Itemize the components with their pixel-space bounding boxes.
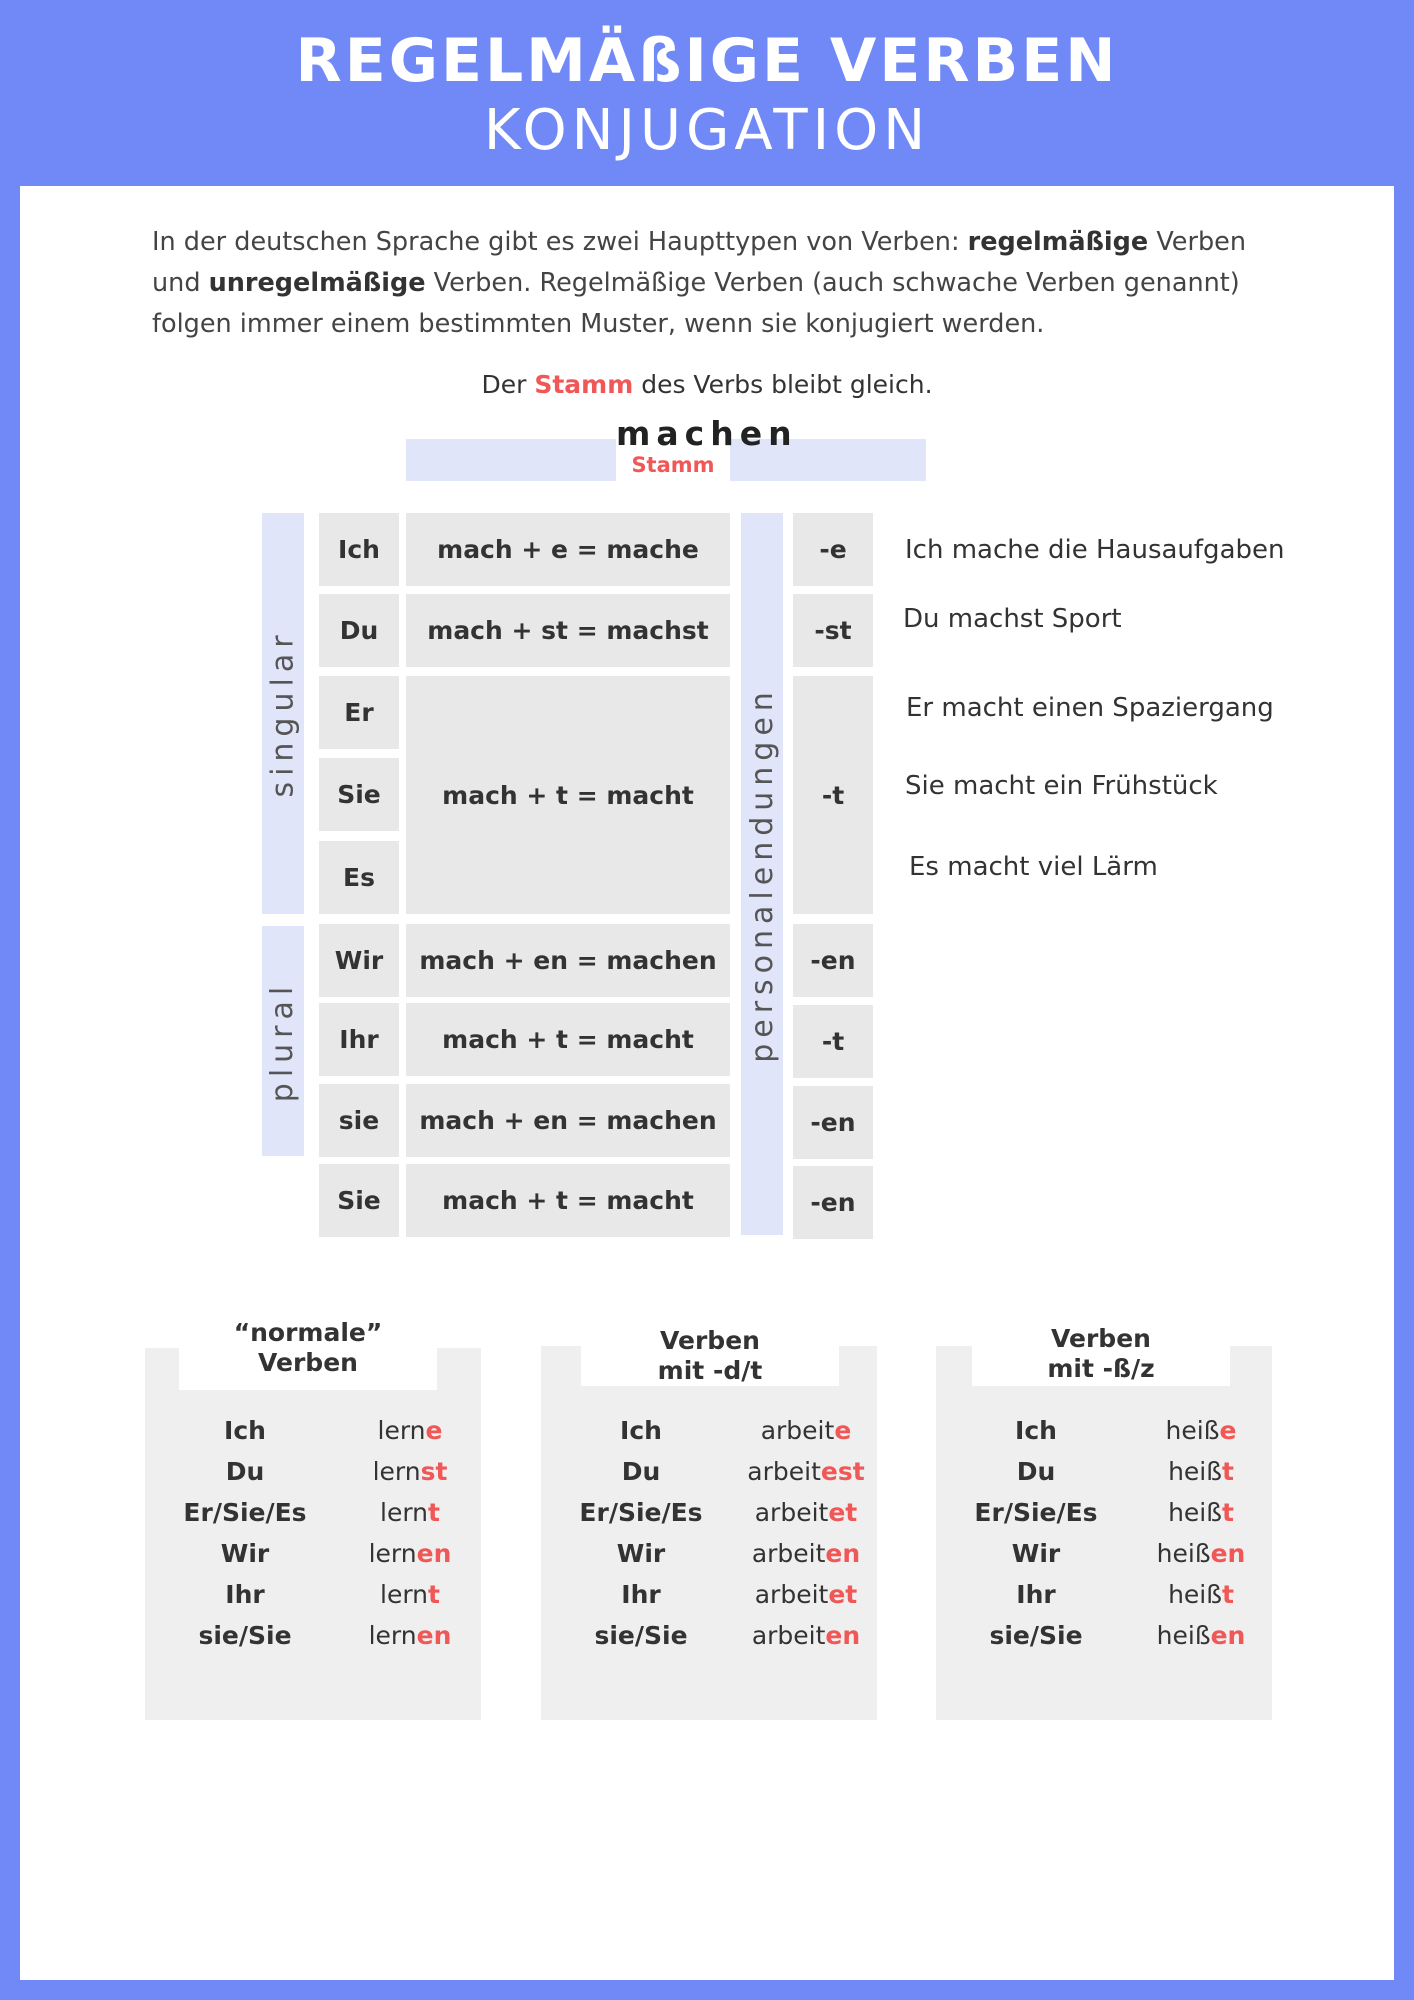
header: [0, 0, 1414, 185]
intro-text-1: In der deutschen Sprache gibt es zwei Haupttypen von Verben:: [152, 227, 968, 257]
formula-cell: mach + t = macht: [406, 676, 730, 914]
formula-cell: mach + t = macht: [406, 1003, 730, 1076]
pronoun-cell: Wir: [319, 924, 399, 997]
box-verbs-sz-z: Verben mit -ß/z Ich heiße Du heißt Er/Sie/Es heißt Wir heißen Ihr heißt sie/Sie heißen: [936, 1346, 1272, 1720]
box-verbs-d-t: Verben mit -d/t Ich arbeite Du arbeitest Er/Sie/Es arbeitet Wir arbeiten Ihr arbeitet sie/Sie arbeiten: [541, 1346, 877, 1720]
example-sentence: Du machst Sport: [903, 604, 1122, 634]
example-sentence: Ich mache die Hausaufgaben: [905, 535, 1285, 565]
page-subtitle: KONJUGATION: [483, 98, 931, 163]
box-normal-verbs: “normale” Verben Ich lerne Du lernst Er/Sie/Es lernt Wir lernen Ihr lernt sie/Sie lernen: [145, 1348, 481, 1720]
stamm-sentence: Der Stamm des Verbs bleibt gleich.: [481, 370, 933, 399]
pronoun-cell: Sie: [319, 1164, 399, 1237]
ending-cell: -en: [793, 1166, 873, 1239]
pronoun-cell: Du: [319, 594, 399, 667]
pronoun-cell: Sie: [319, 758, 399, 831]
formula-cell: mach + en = machen: [406, 1084, 730, 1157]
personalendungen-label: personalendungen: [741, 513, 783, 1235]
ending-cell: -t: [793, 676, 873, 914]
intro-text-2: Verben und: [152, 227, 1246, 298]
pronoun-cell: Ihr: [319, 1003, 399, 1076]
verb-word: machen: [616, 414, 798, 453]
formula-cell: mach + st = machst: [406, 594, 730, 667]
formula-cell: mach + t = macht: [406, 1164, 730, 1237]
pronoun-cell: Ich: [319, 513, 399, 586]
example-sentence: Es macht viel Lärm: [909, 852, 1158, 882]
content-page: [20, 186, 1394, 1980]
box-title: “normale” Verben: [179, 1318, 437, 1390]
pronoun-cell: sie: [319, 1084, 399, 1157]
intro-text-3: Verben. Regelmäßige Verben (auch schwache Verben genannt) folgen immer einem bestimmten Muster, wenn sie konjugiert werden.: [152, 268, 1240, 339]
example-sentence: Sie macht ein Frühstück: [905, 771, 1218, 801]
example-sentence: Er macht einen Spaziergang: [906, 693, 1274, 723]
intro-bold-regular: regelmäßige: [967, 227, 1149, 257]
pronoun-cell: Er: [319, 676, 399, 749]
ending-cell: -e: [793, 513, 873, 586]
stem-band-left: [406, 439, 616, 481]
ending-cell: -en: [793, 1086, 873, 1159]
formula-cell: mach + e = mache: [406, 513, 730, 586]
formula-cell: mach + en = machen: [406, 924, 730, 997]
box-title: Verben mit -d/t: [581, 1326, 839, 1386]
intro-paragraph: [152, 222, 1292, 345]
stamm-highlight: Stamm: [534, 370, 634, 399]
plural-label: plural: [262, 926, 304, 1156]
ending-cell: -t: [793, 1005, 873, 1078]
stem-label: Stamm: [631, 453, 715, 477]
pronoun-cell: Es: [319, 841, 399, 914]
ending-cell: -st: [793, 594, 873, 667]
page-title: REGELMÄßIGE VERBEN: [295, 26, 1119, 96]
ending-cell: -en: [793, 924, 873, 997]
singular-label: singular: [262, 513, 304, 914]
box-title: Verben mit -ß/z: [972, 1324, 1230, 1386]
intro-bold-irregular: unregelmäßige: [208, 268, 426, 298]
